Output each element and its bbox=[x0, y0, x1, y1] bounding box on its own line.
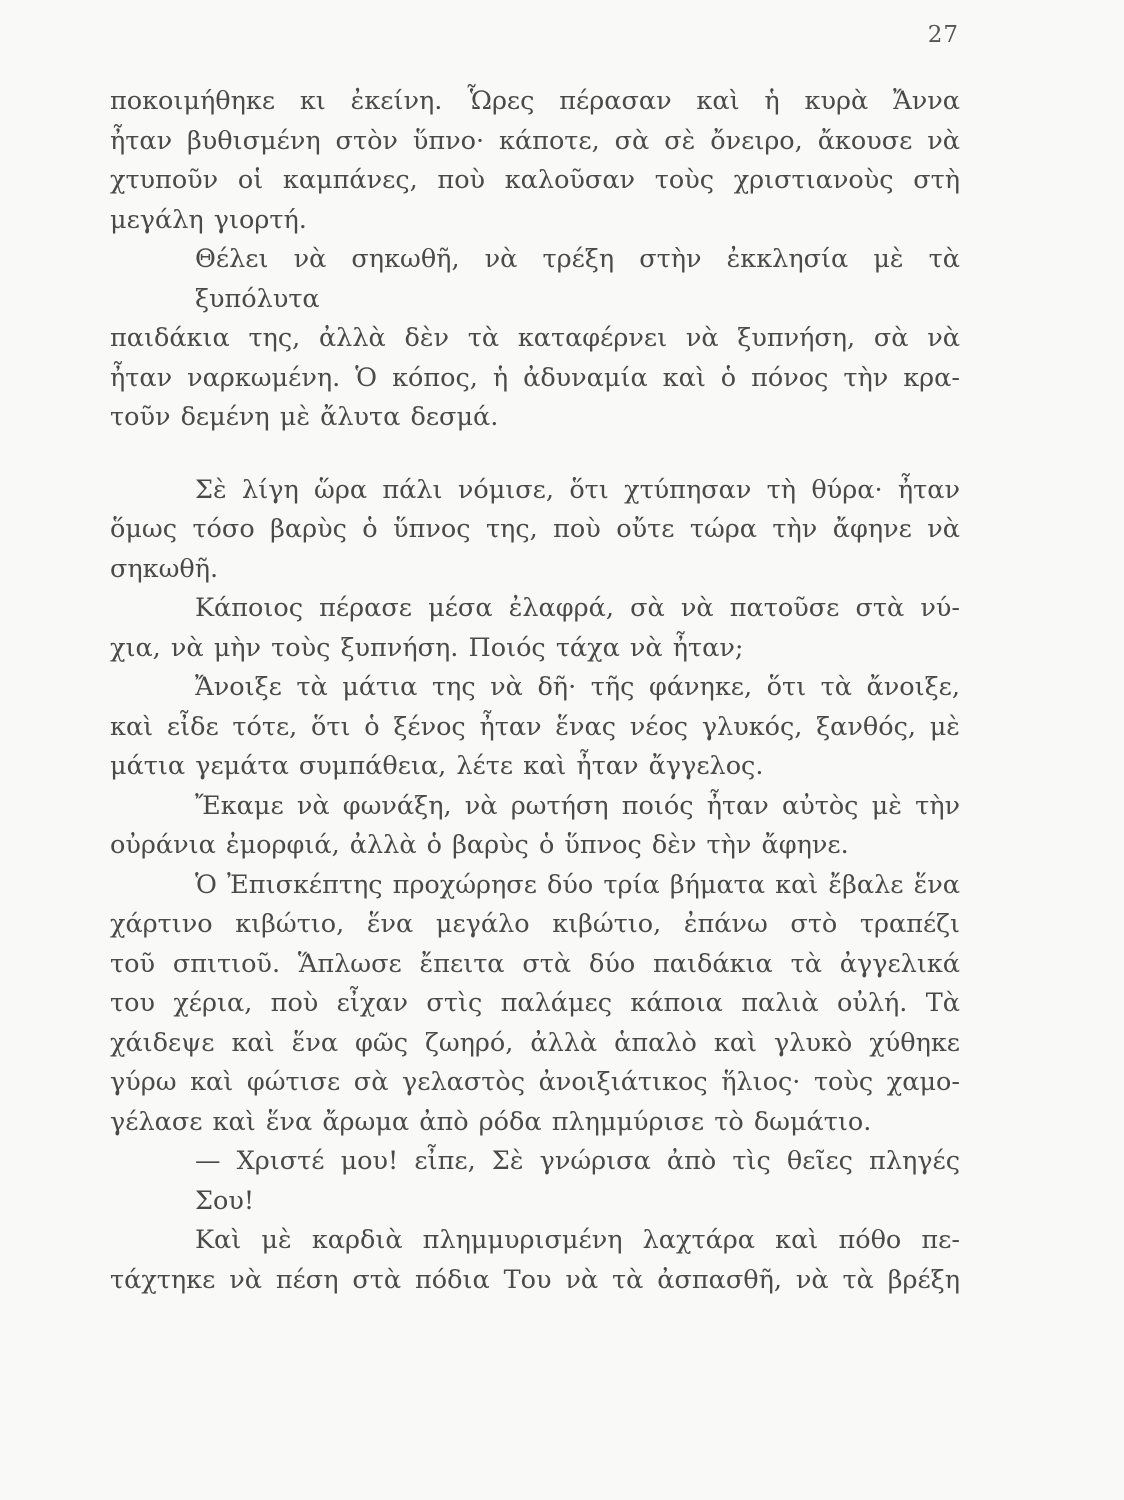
paragraph bbox=[110, 589, 960, 668]
text-line: ποκοιμήθηκε κι ἐκείνη. Ὧρες πέρασαν καὶ ἡ κυρὰ Ἄννα bbox=[110, 86, 960, 116]
text-line: παιδάκια της, ἀλλὰ δὲν τὰ καταφέρνει νὰ ξυπνήση, σὰ νὰ bbox=[110, 323, 960, 353]
text-body bbox=[110, 82, 960, 1300]
text-line: τοῦν δεμένη μὲ ἄλυτα δεσμά. bbox=[110, 402, 499, 432]
text-line: Ἔκαμε νὰ φωνάξη, νὰ ρωτήση ποιός ἦταν αὐτὸς μὲ τὴν bbox=[195, 790, 960, 821]
text-line: γύρω καὶ φώτισε σὰ γελαστὸς ἀνοιξιάτικος ἥλιος· τοὺς χαμο- bbox=[110, 1067, 960, 1097]
paragraph bbox=[110, 1142, 960, 1221]
text-line: χτυποῦν οἱ καμπάνες, ποὺ καλοῦσαν τοὺς χριστιανοὺς στὴ bbox=[110, 165, 960, 195]
text-line: Ἄνοιξε τὰ μάτια της νὰ δῆ· τῆς φάνηκε, ὅτι τὰ ἄνοιξε, bbox=[195, 672, 960, 702]
text-line: ἦταν ναρκωμένη. Ὁ κόπος, ἡ ἀδυναμία καὶ ὁ πόνος τὴν κρα- bbox=[110, 362, 960, 393]
paragraph bbox=[110, 240, 960, 438]
text-line: σηκωθῆ. bbox=[110, 553, 219, 584]
text-line: καὶ εἶδε τότε, ὅτι ὁ ξένος ἦταν ἕνας νέος γλυκός, ξανθός, μὲ bbox=[110, 711, 960, 742]
paragraph bbox=[110, 668, 960, 787]
text-line: οὐράνια ἐμορφιά, ἀλλὰ ὁ βαρὺς ὁ ὕπνος δὲν τὴν ἄφηνε. bbox=[110, 830, 849, 860]
text-line: ὅμως τόσο βαρὺς ὁ ὕπνος της, ποὺ οὔτε τώρα τὴν ἄφηνε νὰ bbox=[110, 514, 960, 544]
text-line: Σὲ λίγη ὥρα πάλι νόμισε, ὅτι χτύπησαν τὴ θύρα· ἦταν bbox=[195, 474, 960, 505]
text-line: Κάποιος πέρασε μέσα ἐλαφρά, σὰ νὰ πατοῦσε στὰ νύ- bbox=[195, 593, 960, 623]
text-line: του χέρια, ποὺ εἶχαν στὶς παλάμες κάποια παλιὰ οὐλή. Τὰ bbox=[110, 988, 960, 1018]
text-line: μάτια γεμάτα συμπάθεια, λέτε καὶ ἦταν ἄγγελος. bbox=[110, 751, 764, 781]
paragraph bbox=[110, 471, 960, 590]
text-line: Καὶ μὲ καρδιὰ πλημμυρισμένη λαχτάρα καὶ πόθο πε- bbox=[195, 1225, 960, 1255]
text-line: ἦταν βυθισμένη στὸν ὕπνο· κάποτε, σὰ σὲ ὄνειρο, ἄκουσε νὰ bbox=[110, 125, 960, 156]
text-line: Θέλει νὰ σηκωθῆ, νὰ τρέξη στὴν ἐκκλησία μὲ τὰ ξυπόλυτα bbox=[195, 244, 960, 314]
paragraph bbox=[110, 1221, 960, 1300]
text-line: τοῦ σπιτιοῦ. Ἅπλωσε ἔπειτα στὰ δύο παιδάκια τὰ ἀγγελικά bbox=[110, 948, 960, 979]
text-line: χάρτινο κιβώτιο, ἕνα μεγάλο κιβώτιο, ἐπάνω στὸ τραπέζι bbox=[110, 909, 960, 939]
text-line: — Χριστέ μου! εἶπε, Σὲ γνώρισα ἀπὸ τὶς θεῖες πληγές Σου! bbox=[195, 1146, 960, 1216]
text-line: χάιδεψε καὶ ἕνα φῶς ζωηρό, ἀλλὰ ἁπαλὸ καὶ γλυκὸ χύθηκε bbox=[110, 1027, 960, 1058]
page-number: 27 bbox=[927, 22, 959, 48]
text-line: γέλασε καὶ ἕνα ἄρωμα ἀπὸ ρόδα πλημμύρισε τὸ δωμάτιο. bbox=[110, 1106, 872, 1137]
paragraph bbox=[110, 82, 960, 240]
text-line: Ὁ Ἐπισκέπτης προχώρησε δύο τρία βήματα καὶ ἔβαλε ἕνα bbox=[195, 869, 960, 900]
text-line: μεγάλη γιορτή. bbox=[110, 204, 307, 235]
paragraph bbox=[110, 787, 960, 866]
text-line: χια, νὰ μὴν τοὺς ξυπνήση. Ποιός τάχα νὰ ἦταν; bbox=[110, 632, 744, 663]
text-line: τάχτηκε νὰ πέση στὰ πόδια Του νὰ τὰ ἀσπασθῆ, νὰ τὰ βρέξη bbox=[110, 1264, 960, 1295]
paragraph bbox=[110, 866, 960, 1143]
